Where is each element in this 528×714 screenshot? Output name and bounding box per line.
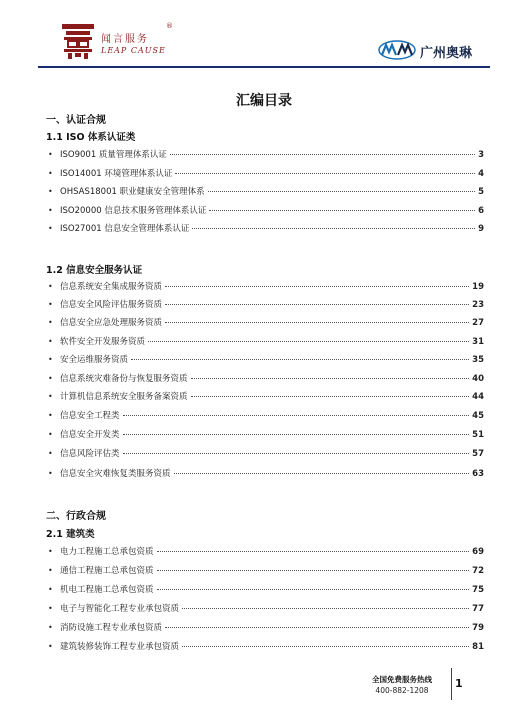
hotline-phone: 400-882-1208	[375, 686, 429, 695]
toc-item-page: 4	[478, 169, 484, 179]
toc-item[interactable]	[48, 467, 484, 481]
toc-item[interactable]	[48, 148, 484, 162]
toc-item[interactable]	[48, 335, 484, 349]
toc-item-label: 电力工程施工总承包资质	[60, 547, 154, 557]
bullet-icon: •	[48, 282, 53, 291]
bullet-icon: •	[48, 337, 53, 346]
toc-item[interactable]	[48, 298, 484, 312]
toc-item[interactable]	[48, 602, 484, 616]
toc-item[interactable]	[48, 583, 484, 597]
section-heading: 一、认证合规	[46, 115, 106, 126]
bullet-icon: •	[48, 224, 53, 233]
toc-item-label: 通信工程施工总承包资质	[60, 566, 154, 576]
toc-item-label: 信息安全灾难恢复类服务资质	[60, 469, 171, 479]
dot-leader	[165, 322, 469, 323]
toc-item[interactable]	[48, 390, 484, 404]
hotline-label: 全国免费服务热线	[372, 675, 432, 684]
toc-item-page: 57	[472, 449, 484, 459]
toc-item-label: ISO9001 质量管理体系认证	[60, 150, 167, 160]
toc-item-label: 软件安全开发服务资质	[60, 337, 146, 347]
olin-logo	[378, 40, 488, 62]
bullet-icon: •	[48, 206, 53, 215]
toc-item-label: OHSAS18001 职业健康安全管理体系	[60, 187, 205, 197]
dot-leader	[165, 286, 469, 287]
dot-leader	[157, 570, 470, 571]
toc-item-page: 31	[472, 337, 484, 347]
bullet-icon: •	[48, 430, 53, 439]
leap-cause-logo-icon	[60, 22, 96, 60]
toc-item[interactable]	[48, 280, 484, 294]
toc-item-label: 信息风险评估类	[60, 449, 120, 459]
toc-item-page: 27	[472, 318, 484, 328]
toc-item-page: 44	[472, 392, 484, 402]
bullet-icon: •	[48, 623, 53, 632]
bullet-icon: •	[48, 300, 53, 309]
bullet-icon: •	[48, 547, 53, 556]
bullet-icon: •	[48, 585, 53, 594]
footer-divider	[451, 668, 452, 700]
dot-leader	[123, 434, 470, 435]
bullet-icon: •	[48, 566, 53, 575]
dot-leader	[170, 154, 475, 155]
bullet-icon: •	[48, 374, 53, 383]
section-heading: 二、行政合规	[46, 511, 106, 522]
brand-name-right: 广州奥琳	[420, 46, 473, 61]
olin-logo-icon	[378, 40, 416, 60]
header-divider	[38, 66, 490, 68]
bullet-icon: •	[48, 392, 53, 401]
toc-item[interactable]	[48, 316, 484, 330]
toc-item-page: 9	[478, 224, 484, 234]
dot-leader	[174, 473, 470, 474]
subsection-heading: 1.1 ISO 体系认证类	[46, 132, 136, 143]
toc-item-page: 23	[472, 300, 484, 310]
bullet-icon: •	[48, 169, 53, 178]
page-number: 1	[455, 677, 463, 690]
toc-item-page: 63	[472, 469, 484, 479]
toc-item[interactable]	[48, 447, 484, 461]
dot-leader	[157, 589, 470, 590]
toc-item-page: 75	[472, 585, 484, 595]
page-header	[0, 0, 528, 72]
toc-item-page: 69	[472, 547, 484, 557]
toc-item-label: 信息安全应急处理服务资质	[60, 318, 163, 328]
toc-item-label: ISO27001 信息安全管理体系认证	[60, 224, 190, 234]
toc-item-page: 45	[472, 411, 484, 421]
subsection-heading: 2.1 建筑类	[46, 529, 95, 540]
dot-leader	[148, 341, 469, 342]
toc-item-page: 79	[472, 623, 484, 633]
registered-mark: ®	[166, 22, 173, 30]
toc-item[interactable]	[48, 167, 484, 181]
toc-item-label: 信息安全开发类	[60, 430, 120, 440]
dot-leader	[192, 228, 475, 229]
toc-item-label: 建筑装修装饰工程专业承包资质	[60, 642, 180, 652]
toc-item-page: 51	[472, 430, 484, 440]
toc-item[interactable]	[48, 564, 484, 578]
toc-item[interactable]	[48, 545, 484, 559]
toc-item[interactable]	[48, 185, 484, 199]
dot-leader	[157, 551, 470, 552]
bullet-icon: •	[48, 187, 53, 196]
toc-item-page: 3	[478, 150, 484, 160]
toc-item-label: ISO20000 信息技术服务管理体系认证	[60, 206, 207, 216]
toc-item[interactable]	[48, 372, 484, 386]
toc-item-page: 6	[478, 206, 484, 216]
toc-item-page: 72	[472, 566, 484, 576]
toc-item[interactable]	[48, 621, 484, 635]
document-title: 汇编目录	[236, 93, 292, 109]
toc-item-label: 安全运维服务资质	[60, 355, 129, 365]
toc-item-label: 电子与智能化工程专业承包资质	[60, 604, 180, 614]
toc-item[interactable]	[48, 428, 484, 442]
toc-item-label: 信息系统灾难备份与恢复服务资质	[60, 374, 188, 384]
dot-leader	[123, 453, 470, 454]
dot-leader	[131, 359, 469, 360]
toc-item-label: 消防设施工程专业承包资质	[60, 623, 163, 633]
bullet-icon: •	[48, 449, 53, 458]
dot-leader	[165, 627, 469, 628]
toc-item-page: 77	[472, 604, 484, 614]
toc-item-label: 信息系统安全集成服务资质	[60, 282, 163, 292]
toc-item-page: 40	[472, 374, 484, 384]
toc-item-page: 81	[472, 642, 484, 652]
dot-leader	[208, 191, 475, 192]
leap-cause-logo	[60, 22, 185, 66]
bullet-icon: •	[48, 318, 53, 327]
dot-leader	[182, 608, 469, 609]
toc-item-label: 信息安全工程类	[60, 411, 120, 421]
bullet-icon: •	[48, 469, 53, 478]
toc-item-page: 19	[472, 282, 484, 292]
toc-item-label: 机电工程施工总承包资质	[60, 585, 154, 595]
brand-name-cn: 闻言服务	[101, 34, 149, 45]
dot-leader	[175, 173, 475, 174]
toc-item-label: ISO14001 环境管理体系认证	[60, 169, 173, 179]
bullet-icon: •	[48, 604, 53, 613]
toc-item[interactable]	[48, 409, 484, 423]
bullet-icon: •	[48, 150, 53, 159]
toc-item[interactable]	[48, 353, 484, 367]
toc-item-label: 计算机信息系统安全服务备案资质	[60, 392, 188, 402]
dot-leader	[165, 304, 469, 305]
bullet-icon: •	[48, 355, 53, 364]
toc-item-page: 35	[472, 355, 484, 365]
brand-name-en: LEAP CAUSE	[101, 46, 166, 55]
toc-item[interactable]	[48, 640, 484, 654]
toc-item[interactable]	[48, 222, 484, 236]
toc-item-page: 5	[478, 187, 484, 197]
bullet-icon: •	[48, 642, 53, 651]
bullet-icon: •	[48, 411, 53, 420]
toc-item-label: 信息安全风险评估服务资质	[60, 300, 163, 310]
dot-leader	[209, 210, 475, 211]
subsection-heading: 1.2 信息安全服务认证	[46, 265, 143, 276]
toc-item[interactable]	[48, 204, 484, 218]
dot-leader	[191, 378, 470, 379]
dot-leader	[182, 646, 469, 647]
dot-leader	[123, 415, 470, 416]
dot-leader	[191, 396, 470, 397]
